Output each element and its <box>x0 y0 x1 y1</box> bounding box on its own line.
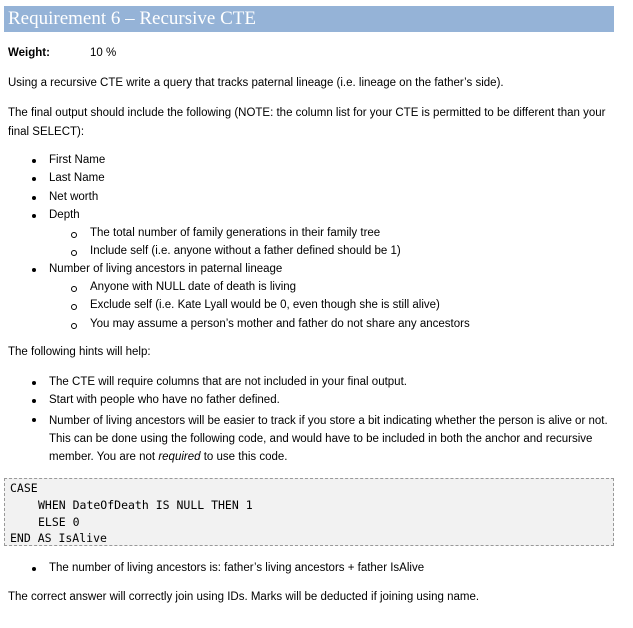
closing-paragraph: The correct answer will correctly join using IDs. Marks will be deducted if joining using name. <box>8 591 480 603</box>
section-header <box>4 6 614 32</box>
bullet-icon <box>32 381 36 385</box>
circle-bullet-icon <box>71 250 77 256</box>
final-hint-item: The number of living ancestors is: father’s living ancestors + father IsAlive <box>49 562 425 574</box>
bullet-icon <box>32 418 36 422</box>
sublist-item: Exclude self (i.e. Kate Lyall would be 0, even though she is still alive) <box>90 299 440 311</box>
weight-label: Weight: <box>8 47 50 59</box>
hint-emphasis: required <box>158 451 201 463</box>
circle-bullet-icon <box>71 232 77 238</box>
list-item-first-name: First Name <box>49 154 106 166</box>
code-block <box>4 478 614 546</box>
bullet-icon <box>32 268 36 272</box>
circle-bullet-icon <box>71 286 77 292</box>
circle-bullet-icon <box>71 304 77 310</box>
list-item-depth: Depth <box>49 209 80 221</box>
code-line: END AS IsAlive <box>10 531 107 545</box>
final-output-paragraph: The final output should include the following (NOTE: the column list for your CTE is permitted to be different than your final SELECT): <box>8 107 606 138</box>
hint-text: to use this code. <box>200 451 288 463</box>
section-title: Requirement 6 – Recursive CTE <box>8 8 256 29</box>
sublist-item: The total number of family generations in their family tree <box>90 227 381 239</box>
hint-item: Start with people who have no father defined. <box>49 394 280 406</box>
bullet-icon <box>32 196 36 200</box>
sublist-item: You may assume a person’s mother and father do not share any ancestors <box>90 318 470 330</box>
hint-item <box>49 412 609 466</box>
weight-value: 10 % <box>90 47 117 59</box>
list-item-last-name: Last Name <box>49 172 105 184</box>
sublist-item: Include self (i.e. anyone without a father defined should be 1) <box>90 245 401 257</box>
list-item-living-ancestors: Number of living ancestors in paternal lineage <box>49 263 283 275</box>
intro-paragraph: Using a recursive CTE write a query that tracks paternal lineage (i.e. lineage on the father’s side). <box>8 77 504 89</box>
code-line: CASE <box>10 481 38 495</box>
bullet-icon <box>32 399 36 403</box>
hints-intro: The following hints will help: <box>8 346 151 358</box>
bullet-icon <box>32 567 36 571</box>
bullet-icon <box>32 214 36 218</box>
circle-bullet-icon <box>71 323 77 329</box>
bullet-icon <box>32 159 36 163</box>
hint-item: The CTE will require columns that are not included in your final output. <box>49 376 407 388</box>
hint-text: Number of living ancestors will be easier to track if you store a bit indicating whether the person is alive or not. This can be done using the following code, and would have to be included in both the anchor and recursive member. You are not <box>49 415 608 463</box>
code-line: WHEN DateOfDeath IS NULL THEN 1 <box>38 498 253 512</box>
bullet-icon <box>32 177 36 181</box>
sublist-item: Anyone with NULL date of death is living <box>90 281 297 293</box>
list-item-net-worth: Net worth <box>49 191 99 203</box>
code-line: ELSE 0 <box>38 515 80 529</box>
